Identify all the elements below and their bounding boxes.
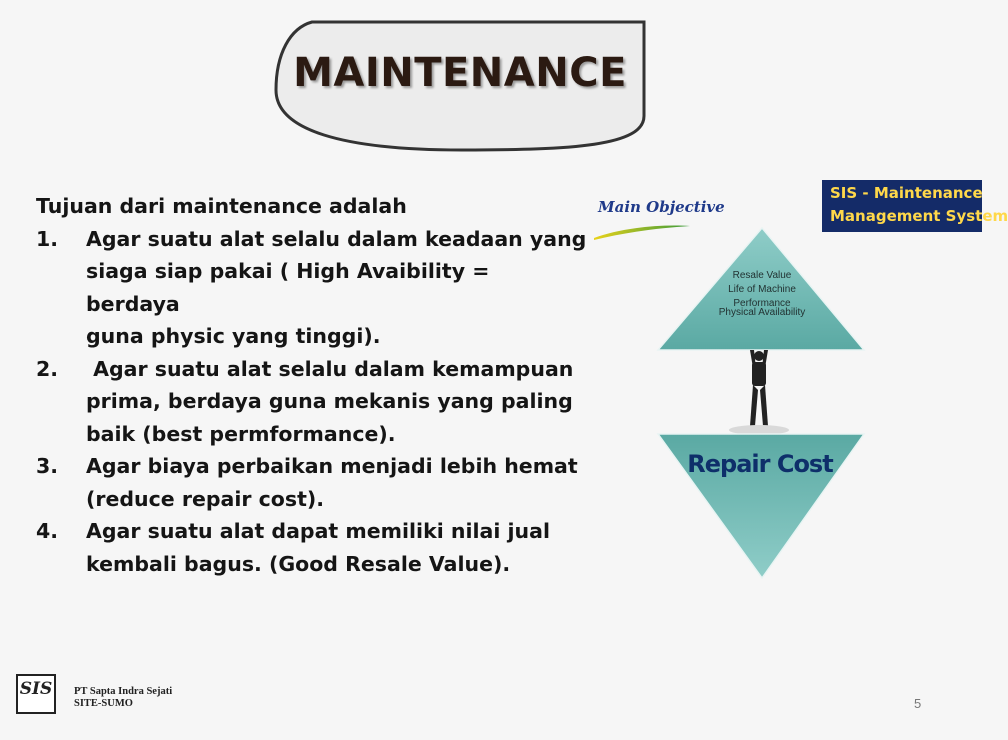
list-line: Agar suatu alat dapat memiliki nilai jual	[86, 519, 550, 543]
page-number: 5	[914, 696, 922, 711]
triangle-label: Life of Machine	[728, 284, 796, 295]
triangle-label: Physical Availability	[718, 307, 806, 318]
intro-text: Tujuan dari maintenance adalah	[36, 194, 407, 218]
list-number: 3.	[36, 454, 59, 478]
person-icon	[750, 350, 768, 426]
objectives-list	[36, 223, 587, 581]
list-line: Agar suatu alat selalu dalam kemampuan	[86, 356, 574, 381]
company-logo	[16, 674, 56, 714]
badge-line1: SIS - Maintenance	[830, 184, 983, 202]
page-title: MAINTENANCE	[293, 50, 627, 96]
list-number: 1.	[36, 226, 59, 251]
site-name: SITE-SUMO	[74, 698, 133, 709]
list-line: kembali bagus. (Good Resale Value).	[86, 551, 511, 576]
list-line: Agar suatu alat selalu dalam keadaan yang	[86, 226, 587, 251]
list-number: 4.	[36, 519, 59, 543]
list-line: Agar biaya perbaikan menjadi lebih hemat	[86, 454, 578, 478]
content-body	[36, 190, 587, 580]
list-item	[36, 353, 581, 451]
list-line: guna physic yang tinggi).	[86, 324, 381, 348]
list-item	[36, 450, 581, 515]
badge-line2: Management System	[830, 207, 1008, 225]
list-line: siaga siap pakai ( High Avaibility = berdaya	[86, 259, 490, 316]
main-objective-label: Main Objective	[598, 198, 725, 216]
triangle-label: Resale Value	[732, 270, 792, 281]
list-item	[36, 223, 587, 353]
logo-text: SIS	[19, 679, 53, 699]
company-info	[74, 686, 172, 710]
swoosh-icon	[594, 226, 690, 241]
list-line: prima, berdaya guna mekanis yang paling	[86, 389, 573, 413]
repair-cost-label: Repair Cost	[687, 450, 833, 478]
list-line: baik (best permformance).	[86, 421, 396, 446]
list-line: (reduce repair cost).	[86, 486, 325, 511]
list-number: 2.	[36, 356, 59, 381]
triangle-label: Performance	[733, 298, 791, 309]
company-name: PT Sapta Indra Sejati	[74, 686, 173, 697]
list-item	[36, 515, 581, 580]
